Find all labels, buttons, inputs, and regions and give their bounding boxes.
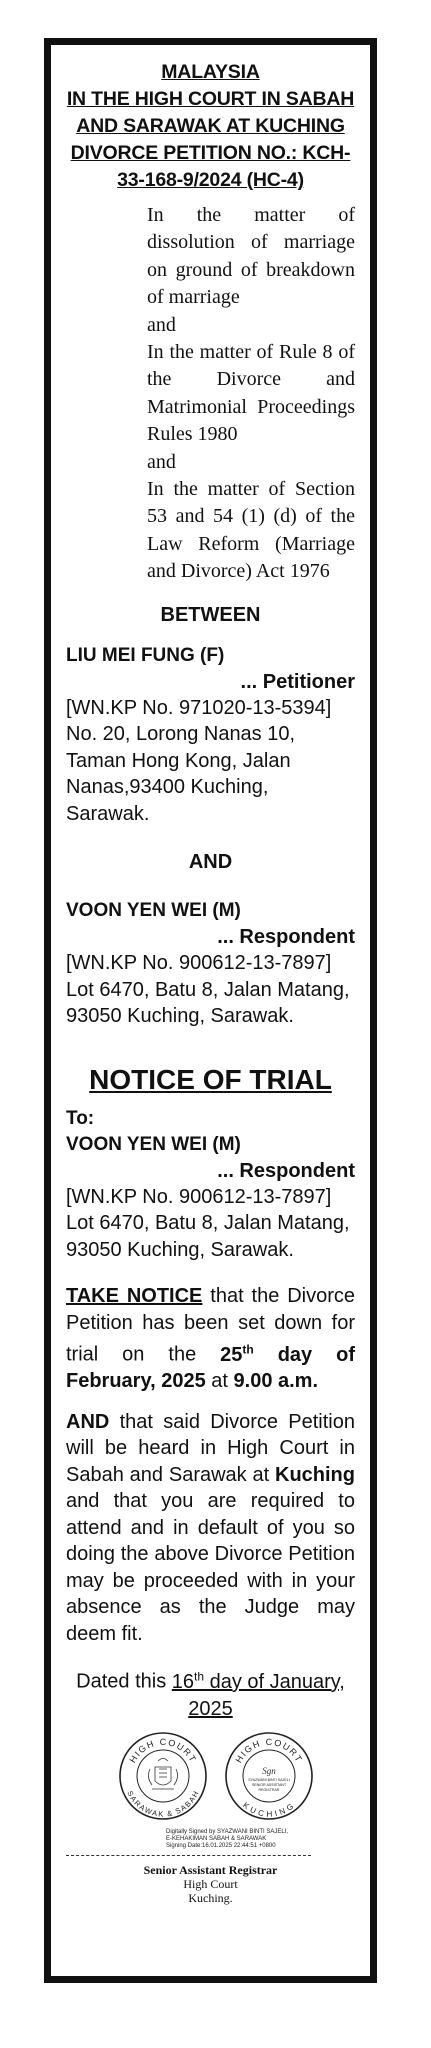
take-notice-text: that the Divorce Petition has been set down for trial on the	[66, 1285, 356, 1366]
high-court-kuching-seal	[224, 1731, 314, 1821]
address-line: No. 20, Lorong Nanas 10,	[66, 723, 296, 746]
header-line: IN THE HIGH COURT IN SABAH	[66, 88, 355, 110]
seal-bottom-text: KUCHING	[241, 1800, 297, 1819]
seal-center-title: SENIOR ASSISTANT	[251, 1783, 287, 1787]
between-heading: BETWEEN	[160, 603, 261, 626]
signature-divider	[66, 1855, 311, 1856]
recipient-name: VOON YEN WEI (M)	[66, 1133, 241, 1155]
petitioner-name: LIU MEI FUNG (F)	[66, 644, 225, 666]
address-line: [WN.KP No. 900612-13-7897]	[66, 1185, 332, 1208]
seal-center-subtitle: REGISTRAR	[258, 1788, 280, 1792]
svg-text:SARAWAK & SABAH	[125, 1789, 200, 1818]
address-line: [WN.KP No. 900612-13-7897]	[66, 952, 332, 975]
recipient-address	[66, 1184, 355, 1264]
notice-frame	[44, 38, 377, 1983]
respondent-role: ... Respondent	[217, 926, 355, 949]
case-header	[66, 59, 355, 194]
respondent-name: VOON YEN WEI (M)	[66, 900, 241, 922]
address-line: Sarawak.	[66, 802, 150, 825]
digital-signature: Digitally Signed by SYAZWANI BINTI SAJELI, E-KEHAKIMAN SABAH & SARAWAK Signing Date:16.01.2025 22:44:51 +0800	[166, 1829, 289, 1849]
and-heading: AND	[188, 851, 233, 874]
seal-top-text: HIGH COURT	[233, 1736, 305, 1765]
hearing-paragraph: AND that said Divorce Petition will be heard in High Court in Sabah and Sarawak at Kuching and that you are required to attend and in default of you so doing the above Divorce Petition may be proceeded with in your absence as the Judge may deem fit.	[66, 1410, 355, 1645]
header-line: MALAYSIA	[161, 61, 260, 83]
high-court-sabah-sarawak-seal	[118, 1731, 208, 1821]
petitioner-role: ... Petitioner	[240, 670, 355, 693]
dated-year: 2025	[188, 1698, 233, 1720]
matter-paragraph: In the matter of Rule 8 of the Divorce and Matrimonial Proceedings Rules 1980	[147, 341, 355, 446]
matter-block	[147, 202, 355, 586]
svg-text:KUCHING	[241, 1801, 297, 1819]
take-notice-paragraph: TAKE NOTICE that the Divorce Petition has been set down for trial on the 25th day of February, 2025 at 9.00 a.m.	[66, 1285, 356, 1393]
address-line: Taman Hong Kong, Jalan	[66, 749, 291, 772]
registrar-title: Senior Assistant Registrar	[143, 1863, 278, 1877]
court-seals	[66, 1731, 355, 1859]
address-line: Lot 6470, Batu 8, Jalan Matang,	[66, 978, 350, 1001]
matter-and: and	[147, 450, 176, 473]
respondent-address	[66, 950, 355, 1030]
address-line: 93050 Kuching, Sarawak.	[66, 1238, 294, 1261]
trial-day: 25th day of February, 2025	[66, 1342, 355, 1393]
dated-line: Dated this 16th day of January, 2025	[76, 1669, 345, 1720]
seal-bottom-text: SARAWAK & SABAH	[125, 1789, 201, 1819]
address-line: 93050 Kuching, Sarawak.	[66, 1005, 294, 1028]
trial-time: 9.00 a.m.	[233, 1370, 319, 1393]
dated-day: 16	[171, 1671, 194, 1693]
petitioner-address	[66, 695, 355, 828]
header-line: AND SARAWAK AT KUCHING	[76, 115, 345, 137]
notice-content	[66, 59, 355, 1905]
header-line: 33-168-9/2024 (HC-4)	[117, 169, 304, 191]
matter-paragraph: In the matter of dissolution of marriage on ground of breakdown of marriage	[147, 204, 355, 309]
notice-title: NOTICE OF TRIAL	[89, 1063, 332, 1095]
seal-top-text: HIGH COURT	[127, 1736, 199, 1765]
address-line: Nanas,93400 Kuching,	[66, 776, 269, 799]
matter-paragraph: In the matter of Section 53 and 54 (1) (d) of the Law Reform (Marriage and Divorce) Act 1976	[147, 478, 355, 583]
seal-center-name: SYAZWANI BINTI SAJELI	[248, 1778, 290, 1782]
hearing-location: Kuching	[275, 1463, 355, 1486]
registrar-location: Kuching.	[188, 1891, 233, 1905]
take-notice-label: TAKE NOTICE	[66, 1285, 203, 1308]
to-label: To:	[66, 1107, 95, 1129]
address-line: [WN.KP No. 971020-13-5394]	[66, 696, 332, 719]
header-line: DIVORCE PETITION NO.: KCH-	[70, 142, 351, 164]
matter-and: and	[147, 313, 176, 336]
and-label: AND	[66, 1410, 110, 1433]
coat-of-arms-icon	[148, 1759, 177, 1790]
registrar-court: High Court	[183, 1877, 238, 1891]
signature-scribble: Sgn	[262, 1766, 276, 1776]
recipient-role: ... Respondent	[217, 1159, 355, 1182]
registrar-block	[66, 1863, 355, 1905]
address-line: Lot 6470, Batu 8, Jalan Matang,	[66, 1212, 350, 1235]
